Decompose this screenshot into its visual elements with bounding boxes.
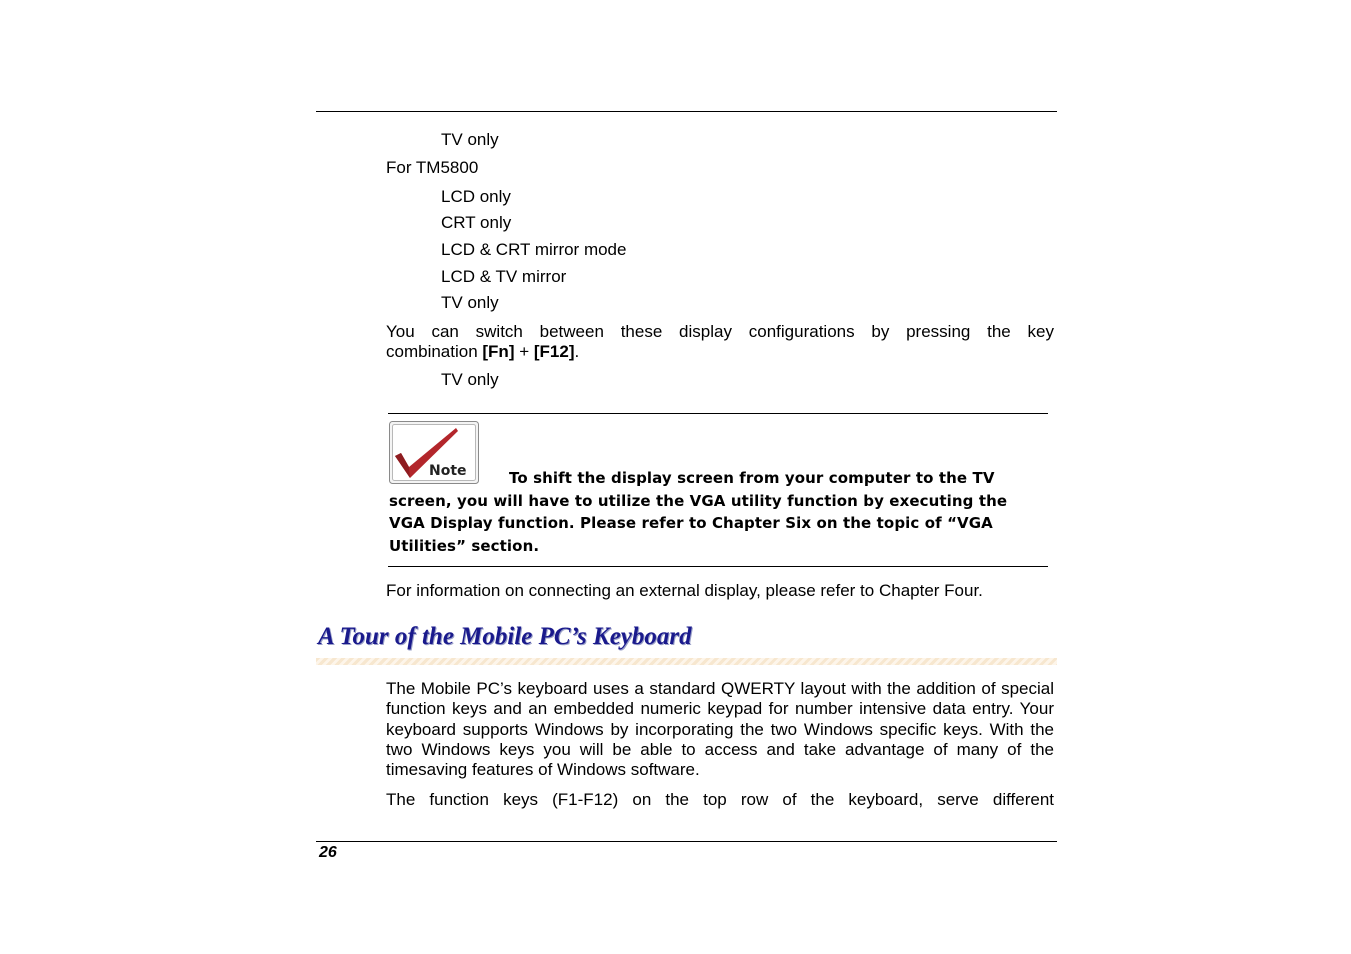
note-line: Utilities” section. — [389, 537, 540, 555]
switch-paragraph-line1: You can switch between these display configurations by pressing the key — [386, 322, 1054, 341]
note-bottom-rule — [388, 566, 1048, 567]
list-item: TV only — [441, 370, 499, 389]
switch-paragraph-line2: combination [Fn] + [F12]. — [386, 342, 580, 361]
footer-rule — [316, 841, 1057, 842]
list-item: TV only — [441, 293, 499, 312]
note-line: To shift the display screen from your computer to the TV — [509, 469, 995, 487]
note-icon-label: Note — [429, 463, 467, 479]
list-item: LCD & CRT mirror mode — [441, 240, 627, 259]
keyboard-paragraph: The Mobile PC’s keyboard uses a standard QWERTY layout with the addition of special function keys and an embedded numeric keypad for number intensive data entry. Your keyboard supports Windows by incorporating the two Windows specific keys. With the two Windows keys you will be able to access and take advantage of many of the timesaving features of Windows software. — [386, 679, 1054, 780]
note-top-rule — [388, 413, 1048, 414]
function-keys-paragraph: The function keys (F1-F12) on the top row of the keyboard, serve different — [386, 790, 1054, 809]
model-label: For TM5800 — [386, 158, 479, 177]
page-number: 26 — [319, 844, 337, 861]
header-rule — [316, 111, 1057, 112]
list-item: LCD only — [441, 187, 511, 206]
list-item: LCD & TV mirror — [441, 267, 567, 286]
list-item: TV only — [441, 130, 499, 149]
heading-underline — [316, 658, 1057, 665]
fn-key: [Fn] — [482, 342, 515, 361]
list-item: CRT only — [441, 213, 512, 232]
external-display-note: For information on connecting an external display, please refer to Chapter Four. — [386, 581, 983, 600]
section-title: A Tour of the Mobile PC’s Keyboard — [318, 623, 692, 650]
note-line: VGA Display function. Please refer to Chapter Six on the topic of “VGA — [389, 514, 993, 532]
note-icon — [389, 421, 479, 484]
f12-key: [F12] — [533, 342, 575, 361]
note-line: screen, you will have to utilize the VGA utility function by executing the — [389, 492, 1008, 510]
